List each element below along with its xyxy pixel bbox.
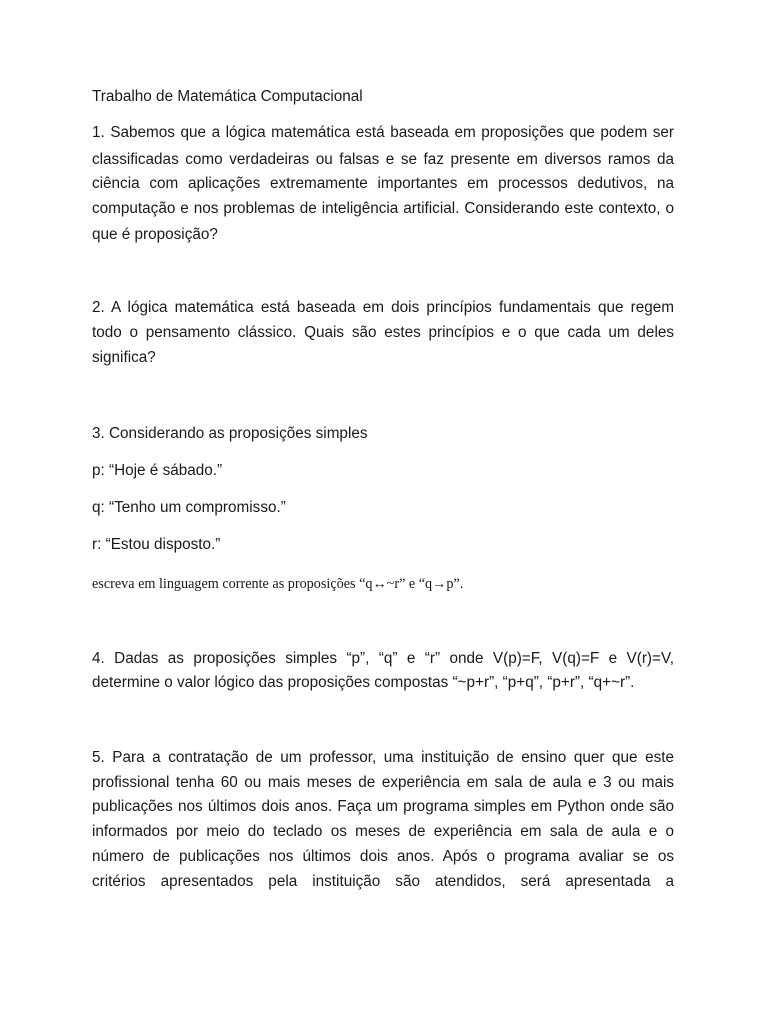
question-4-line-2: determine o valor lógico das proposições compostas “~p+r”, “p+q”, “p+r”, “q+~r”. [92,674,635,691]
question-2-line-3: significa? [92,349,156,366]
question-3-intro: 3. Considerando as proposições simples [92,425,368,442]
question-3-task: escreva em linguagem corrente as proposições “q↔~r” e “q→p”. [92,576,464,592]
question-1-line-1: 1. Sabemos que a lógica matemática está baseada em proposições que podem ser [92,124,674,141]
question-1-line-4: computação e nos problemas de inteligência artificial. Considerando este contexto, o [92,200,674,217]
question-5-line-1: 5. Para a contratação de um professor, uma instituição de ensino quer que este [92,749,674,766]
proposition-r: r: “Estou disposto.” [92,536,221,553]
question-5-line-5: número de publicações nos últimos dois anos. Após o programa avaliar se os [92,848,674,865]
proposition-p: p: “Hoje é sábado.” [92,462,223,479]
question-2-line-2: todo o pensamento clássico. Quais são estes princípios e o que cada um deles [92,324,674,341]
question-2-line-1: 2. A lógica matemática está baseada em dois princípios fundamentais que regem [92,299,674,316]
question-1-line-3: ciência com aplicações extremamente importantes em processos dedutivos, na [92,175,674,192]
question-1-line-2: classificadas como verdadeiras ou falsas e se faz presente em diversos ramos da [92,151,674,168]
question-4-line-1: 4. Dadas as proposições simples “p”, “q” e “r” onde V(p)=F, V(q)=F e V(r)=V, [92,650,674,667]
question-1-line-5: que é proposição? [92,226,218,243]
document-title: Trabalho de Matemática Computacional [92,88,363,105]
proposition-q: q: “Tenho um compromisso.” [92,499,286,516]
question-5-line-6: critérios apresentados pela instituição são atendidos, será apresentada a [92,873,674,890]
question-5-line-4: informados por meio do teclado os meses de experiência em sala de aula e o [92,823,674,840]
question-5-line-3: publicações nos últimos dois anos. Faça um programa simples em Python onde são [92,798,674,815]
question-5-line-2: profissional tenha 60 ou mais meses de experiência em sala de aula e 3 ou mais [92,774,674,791]
